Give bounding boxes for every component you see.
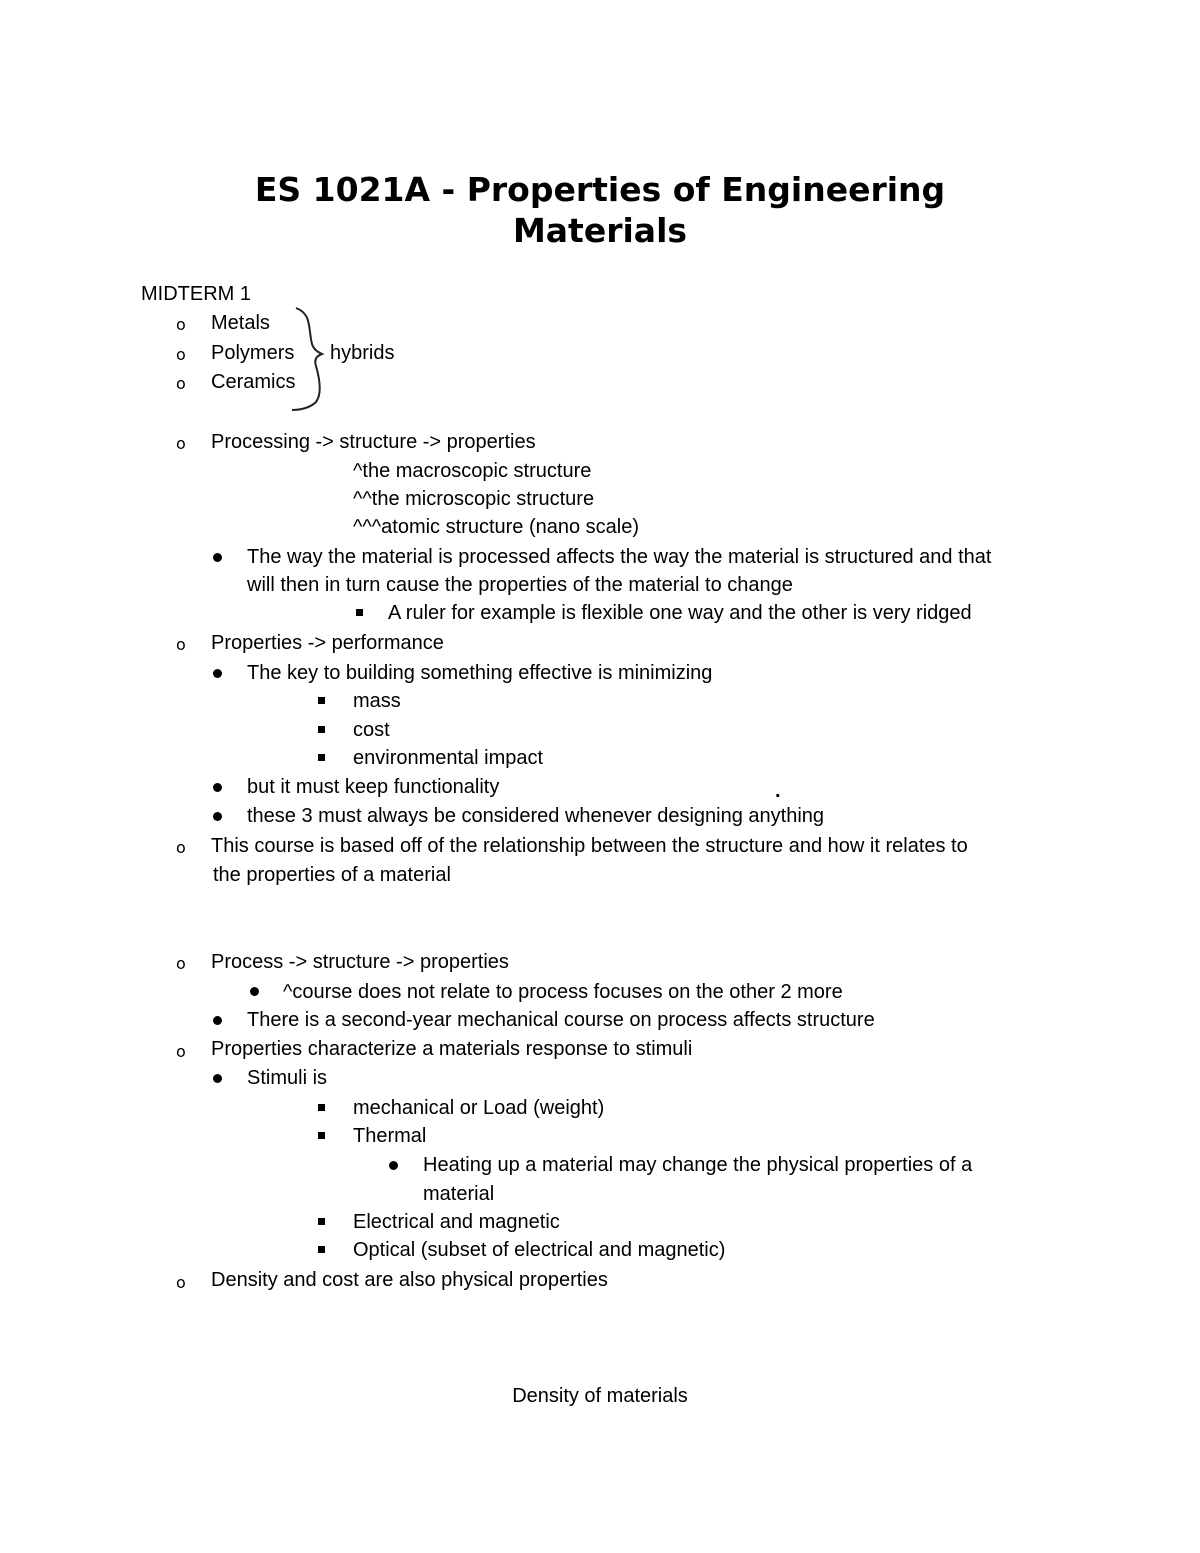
note-processed-1: The way the material is processed affects the way the material is structured and that xyxy=(247,546,992,568)
filled-square-bullet-icon xyxy=(318,726,325,733)
filled-round-bullet-icon xyxy=(213,1074,222,1083)
note-course-2: the properties of a material xyxy=(213,864,451,886)
open-circle-bullet-icon: o xyxy=(176,1273,186,1292)
note-micro: ^^the microscopic structure xyxy=(353,488,595,510)
open-circle-bullet-icon: o xyxy=(176,635,186,654)
note-elec: Electrical and magnetic xyxy=(353,1211,560,1233)
note-heating-2: material xyxy=(423,1183,495,1205)
open-circle-bullet-icon: o xyxy=(176,374,186,393)
note-heating-1: Heating up a material may change the physical properties of a xyxy=(423,1154,973,1176)
note-cost: cost xyxy=(353,719,390,741)
stray-dot: . xyxy=(775,780,781,802)
note-processing: Processing -> structure -> properties xyxy=(211,431,536,453)
note-stimuli-resp: Properties characterize a materials response to stimuli xyxy=(211,1038,693,1060)
note-density-cost: Density and cost are also physical properties xyxy=(211,1269,608,1291)
filled-round-bullet-icon xyxy=(213,553,222,562)
open-circle-bullet-icon: o xyxy=(176,315,186,334)
filled-square-bullet-icon xyxy=(318,697,325,704)
open-circle-bullet-icon: o xyxy=(176,345,186,364)
note-perf: Properties -> performance xyxy=(211,632,444,654)
filled-round-bullet-icon xyxy=(213,669,222,678)
open-circle-bullet-icon: o xyxy=(176,954,186,973)
open-circle-bullet-icon: o xyxy=(176,434,186,453)
material-ceramics: Ceramics xyxy=(211,371,296,393)
note-course-1: This course is based off of the relationship between the structure and how it relates to xyxy=(211,835,968,857)
note-processed-2: will then in turn cause the properties of the material to change xyxy=(247,574,793,596)
filled-round-bullet-icon xyxy=(213,783,222,792)
note-process: Process -> structure -> properties xyxy=(211,951,509,973)
open-circle-bullet-icon: o xyxy=(176,838,186,857)
note-atomic: ^^^atomic structure (nano scale) xyxy=(353,516,640,538)
density-heading: Density of materials xyxy=(512,1385,688,1407)
filled-square-bullet-icon xyxy=(318,1132,325,1139)
document-title-line-1: ES 1021A - Properties of Engineering xyxy=(254,170,946,209)
note-env: environmental impact xyxy=(353,747,544,769)
filled-square-bullet-icon xyxy=(318,1218,325,1225)
note-mech: mechanical or Load (weight) xyxy=(353,1097,605,1119)
filled-round-bullet-icon xyxy=(389,1161,398,1170)
note-mass: mass xyxy=(353,690,401,712)
note-macro: ^the macroscopic structure xyxy=(353,460,592,482)
note-stimuli-is: Stimuli is xyxy=(247,1067,328,1089)
filled-square-bullet-icon xyxy=(318,1246,325,1253)
note-functionality: but it must keep functionality xyxy=(247,776,500,798)
material-polymers: Polymers xyxy=(211,342,295,364)
hand-drawn-brace-icon xyxy=(290,306,330,412)
note-optical: Optical (subset of electrical and magnetic) xyxy=(353,1239,726,1261)
hybrids-label: hybrids xyxy=(330,342,395,364)
note-thermal: Thermal xyxy=(353,1125,427,1147)
filled-round-bullet-icon xyxy=(213,812,222,821)
note-three: these 3 must always be considered whenever designing anything xyxy=(247,805,825,827)
filled-round-bullet-icon xyxy=(250,987,259,996)
material-metals: Metals xyxy=(211,312,270,334)
filled-square-bullet-icon xyxy=(356,609,363,616)
note-second-year: There is a second-year mechanical course on process affects structure xyxy=(247,1009,875,1031)
note-not-relate: ^course does not relate to process focuses on the other 2 more xyxy=(283,981,843,1003)
note-ruler: A ruler for example is flexible one way and the other is very ridged xyxy=(388,602,972,624)
note-key: The key to building something effective is minimizing xyxy=(247,662,713,684)
filled-square-bullet-icon xyxy=(318,1104,325,1111)
document-title-line-2: Materials xyxy=(512,211,688,250)
filled-square-bullet-icon xyxy=(318,754,325,761)
filled-round-bullet-icon xyxy=(213,1016,222,1025)
open-circle-bullet-icon: o xyxy=(176,1042,186,1061)
midterm-heading: MIDTERM 1 xyxy=(141,283,251,305)
